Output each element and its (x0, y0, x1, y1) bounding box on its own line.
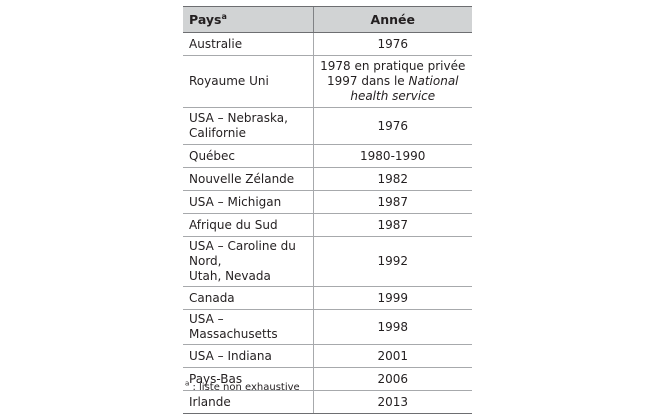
cell-year-line: 1978 en pratique privée (320, 59, 466, 73)
data-table-container (183, 6, 472, 414)
country-year-table (183, 6, 472, 414)
cell-country-line: Utah, Nevada (189, 269, 271, 283)
cell-year-italic: National (408, 74, 459, 88)
cell-country-line: USA – Nebraska, (189, 111, 288, 125)
cell-country (183, 108, 313, 145)
cell-country: Québec (183, 145, 313, 168)
cell-year (313, 56, 472, 108)
header-country-superscript: a (221, 11, 227, 21)
table-row (183, 345, 472, 368)
cell-year: 1992 (313, 237, 472, 287)
header-year: Année (313, 7, 472, 33)
header-country-label: Pays (189, 12, 222, 27)
cell-country-line: Californie (189, 126, 247, 140)
table-row (183, 287, 472, 310)
table-row (183, 33, 472, 56)
cell-year: 1982 (313, 168, 472, 191)
cell-year-line: health service (350, 89, 436, 103)
cell-year: 1976 (313, 108, 472, 145)
table-header-row (183, 7, 472, 33)
cell-country (183, 56, 313, 108)
table-row (183, 191, 472, 214)
table-row (183, 391, 472, 414)
cell-country: USA – Michigan (183, 191, 313, 214)
cell-year: 2001 (313, 345, 472, 368)
cell-year: 1976 (313, 33, 472, 56)
cell-year-line (320, 74, 467, 89)
cell-country: USA – Massachusetts (183, 310, 313, 345)
cell-year: 1980-1990 (313, 145, 472, 168)
footnote-marker: a (185, 379, 190, 388)
cell-year: 1998 (313, 310, 472, 345)
header-country (183, 7, 313, 33)
table-row (183, 310, 472, 345)
table-row (183, 237, 472, 287)
cell-year: 2006 (313, 368, 472, 391)
footnote-text: : liste non exhaustive (189, 382, 300, 393)
cell-year: 1987 (313, 214, 472, 237)
cell-country: Pays-Bas (183, 368, 313, 391)
cell-country: Nouvelle Zélande (183, 168, 313, 191)
cell-country: Australie (183, 33, 313, 56)
table-row (183, 145, 472, 168)
cell-country: USA – Indiana (183, 345, 313, 368)
table-row (183, 56, 472, 108)
table-row (183, 214, 472, 237)
cell-country: Canada (183, 287, 313, 310)
cell-country-line: Royaume Uni (189, 74, 269, 88)
table-row (183, 168, 472, 191)
cell-country: Irlande (183, 391, 313, 414)
cell-country: Afrique du Sud (183, 214, 313, 237)
table-footnote (185, 379, 300, 393)
cell-year: 2013 (313, 391, 472, 414)
cell-country (183, 237, 313, 287)
table-row (183, 108, 472, 145)
cell-year-text: 1997 dans le (326, 74, 409, 88)
cell-year: 1999 (313, 287, 472, 310)
cell-year: 1987 (313, 191, 472, 214)
cell-country-line: USA – Caroline du Nord, (189, 239, 296, 268)
